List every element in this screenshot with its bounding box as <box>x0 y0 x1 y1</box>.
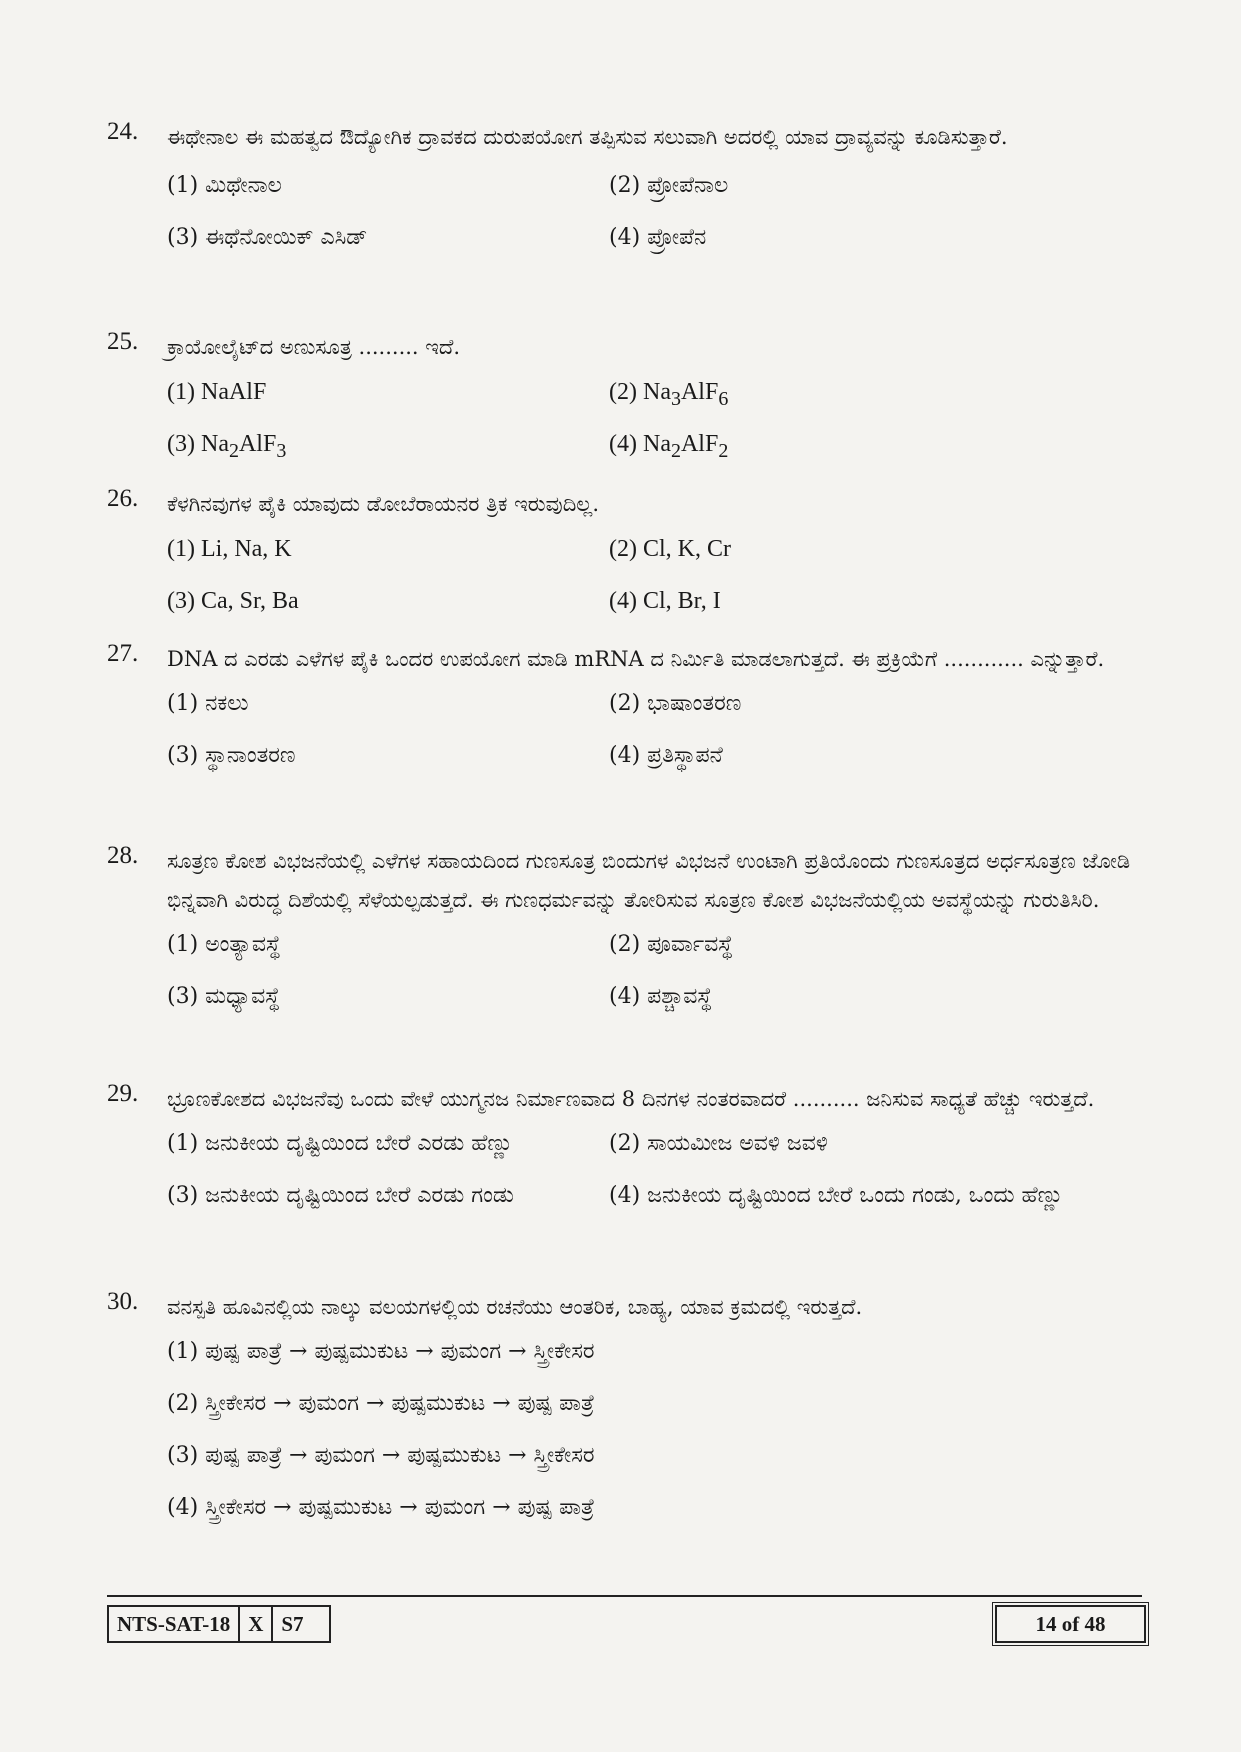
option-1: (1) ಅಂತ್ಯಾವಸ್ಥೆ <box>167 932 281 957</box>
question-26 <box>107 485 1152 634</box>
option-2: (2) ಸ್ತ್ರೀಕೇಸರ → ಪುಮಂಗ → ಪುಷ್ಪಮುಕುಟ → ಪುಷ್ಪ ಪಾತ್ರೆ <box>167 1391 595 1416</box>
question-number: 28. <box>107 842 139 869</box>
medium-code: X <box>240 1607 273 1641</box>
question-24 <box>107 118 1152 271</box>
question-30 <box>107 1288 1152 1541</box>
option-4: (4) ಪ್ರೋಪೆನ <box>609 225 707 250</box>
question-25 <box>107 328 1152 477</box>
question-number: 25. <box>107 328 139 355</box>
question-number: 30. <box>107 1288 139 1315</box>
option-4: (4) $Na_2AlF_2$ <box>609 431 729 462</box>
question-text: DNA ದ ಎರಡು ಎಳೆಗಳ ಪೈಕಿ ಒಂದರ ಉಪಯೋಗ ಮಾಡಿ mRNA ದ ನಿರ್ಮಿತಿ ಮಾಡಲಾಗುತ್ತದೆ. ಈ ಪ್ರಕ್ರಿಯೆಗೆ ............ ಎನ್ನುತ್ತಾರೆ. <box>167 647 1105 671</box>
option-3: (3) ಸ್ಥಾನಾಂತರಣ <box>167 743 296 768</box>
question-text: ಸೂತ್ರಣ ಕೋಶ ವಿಭಜನೆಯಲ್ಲಿ ಎಳೆಗಳ ಸಹಾಯದಿಂದ ಗುಣಸೂತ್ರ ಬಿಂದುಗಳ ವಿಭಜನೆ ಉಂಟಾಗಿ ಪ್ರತಿಯೊಂದು ಗುಣಸೂತ್ರದ ಅರ್ಧಸೂತ್ರಣ ಜೋಡಿ ಭಿನ್ನವಾಗಿ ವಿರುದ್ಧ ದಿಶೆಯಲ್ಲಿ ಸೆಳೆಯಲ್ಪಡುತ್ತದೆ. ಈ ಗುಣಧರ್ಮವನ್ನು ತೋರಿಸುವ ಸೂತ್ರಣ ಕೋಶ ವಿಭಜನೆಯಲ್ಲಿಯ ಅವಸ್ಥೆಯನ್ನು ಗುರುತಿಸಿರಿ. <box>167 849 1131 912</box>
option-1: (1) ಮಿಥೇನಾಲ <box>167 173 282 198</box>
option-1: (1) ಪುಷ್ಪ ಪಾತ್ರೆ → ಪುಷ್ಪಮುಕುಟ → ಪುಮಂಗ → ಸ್ತ್ರೀಕೇಸರ <box>167 1339 595 1364</box>
question-29 <box>107 1080 1152 1229</box>
option-3: (3) $Na_2AlF_3$ <box>167 431 287 462</box>
option-2: (2) ಭಾಷಾಂತರಣ <box>609 691 742 716</box>
option-2: (2) ಸಾಯಮೀಜ ಅವಳಿ ಜವಳಿ <box>609 1131 828 1156</box>
footer-rule <box>107 1595 1142 1597</box>
question-number: 24. <box>107 118 139 145</box>
option-1: (1) ಜನುಕೀಯ ದೃಷ್ಟಿಯಿಂದ ಬೇರೆ ಎರಡು ಹೆಣ್ಣು <box>167 1131 514 1156</box>
question-number: 26. <box>107 485 139 512</box>
question-27 <box>107 640 1152 789</box>
option-3: (3) ಮಧ್ಯಾವಸ್ಥೆ <box>167 984 281 1009</box>
option-3: (3) ಈಥೆನೋಯಿಕ್ ಎಸಿಡ್ <box>167 225 368 250</box>
option-1: (1) NaAlF <box>167 379 267 405</box>
question-text: ಕ್ರಾಯೋಲೈಟ್‌ದ ಅಣುಸೂತ್ರ ......... ಇದೆ. <box>167 335 460 359</box>
option-3: (3) ಜನುಕೀಯ ದೃಷ್ಟಿಯಿಂದ ಬೇರೆ ಎರಡು ಗಂಡು <box>167 1183 514 1208</box>
question-text: ಭ್ರೂಣಕೋಶದ ವಿಭಜನೆವು ಒಂದು ವೇಳೆ ಯುಗ್ಮನಜ ನಿರ್ಮಾಣವಾದ 8 ದಿನಗಳ ನಂತರವಾದರೆ .......... ಜನಿಸುವ ಸಾಧ್ಯತೆ ಹೆಚ್ಚು ಇರುತ್ತದೆ. <box>167 1087 1095 1111</box>
option-3: (3) ಪುಷ್ಪ ಪಾತ್ರೆ → ಪುಮಂಗ → ಪುಷ್ಪಮುಕುಟ → ಸ್ತ್ರೀಕೇಸರ <box>167 1443 595 1468</box>
set-code: S7 <box>281 1611 304 1636</box>
option-1: (1) Li, Na, K <box>167 536 292 562</box>
footer-code-box <box>107 1605 331 1643</box>
option-4: (4) Cl, Br, I <box>609 588 721 614</box>
question-28 <box>107 842 1152 1030</box>
question-text: ಈಥೇನಾಲ ಈ ಮಹತ್ವದ ಔದ್ಯೋಗಿಕ ದ್ರಾವಕದ ದುರುಪಯೋಗ ತಪ್ಪಿಸುವ ಸಲುವಾಗಿ ಅದರಲ್ಲಿ ಯಾವ ದ್ರಾವ್ಯವನ್ನು ಕೂಡಿಸುತ್ತಾರೆ. <box>167 125 1008 149</box>
option-2: (2) ಪೂರ್ವಾವಸ್ಥೆ <box>609 932 734 957</box>
page-number: 14 of 48 <box>995 1605 1146 1643</box>
option-4: (4) ಪಶ್ಚಾವಸ್ಥೆ <box>609 984 713 1009</box>
option-2: (2) ಪ್ರೋಪೆನಾಲ <box>609 173 729 198</box>
option-4: (4) ಸ್ತ್ರೀಕೇಸರ → ಪುಷ್ಪಮುಕುಟ → ಪುಮಂಗ → ಪುಷ್ಪ ಪಾತ್ರೆ <box>167 1495 595 1520</box>
option-4: (4) ಜನುಕೀಯ ದೃಷ್ಟಿಯಿಂದ ಬೇರೆ ಒಂದು ಗಂಡು, ಒಂದು ಹೆಣ್ಣು <box>609 1183 1064 1208</box>
question-number: 27. <box>107 640 139 667</box>
question-text: ವನಸ್ಪತಿ ಹೂವಿನಲ್ಲಿಯ ನಾಲ್ಕು ವಲಯಗಳಲ್ಲಿಯ ರಚನೆಯು ಆಂತರಿಕ, ಬಾಹ್ಯ, ಯಾವ ಕ್ರಮದಲ್ಲಿ ಇರುತ್ತದೆ. <box>167 1295 863 1319</box>
option-1: (1) ನಕಲು <box>167 691 249 716</box>
question-number: 29. <box>107 1080 139 1107</box>
option-2: (2) $Na_3AlF_6$ <box>609 379 729 410</box>
exam-code: NTS-SAT-18 <box>109 1607 240 1641</box>
option-2: (2) Cl, K, Cr <box>609 536 731 562</box>
question-text: ಕೆಳಗಿನವುಗಳ ಪೈಕಿ ಯಾವುದು ಡೋಬೆರಾಯನರ ತ್ರಿಕ ಇರುವುದಿಲ್ಲ. <box>167 492 600 516</box>
option-4: (4) ಪ್ರತಿಸ್ಥಾಪನೆ <box>609 743 723 768</box>
option-3: (3) Ca, Sr, Ba <box>167 588 299 614</box>
